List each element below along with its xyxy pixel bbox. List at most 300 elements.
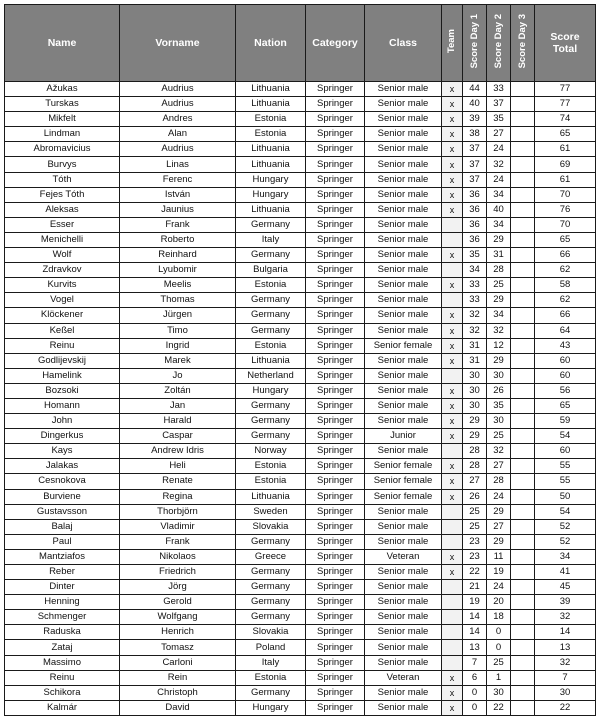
score-day-2-cell: 0 [487,625,511,640]
name-cell: Wolf [5,248,120,263]
nation-cell: Germany [236,595,306,610]
team-cell: x [442,112,463,127]
class-cell: Senior male [365,383,442,398]
table-row [5,217,596,232]
score-day-1-cell: 31 [463,338,487,353]
score-day-1-cell: 23 [463,549,487,564]
nation-cell: Sweden [236,504,306,519]
class-cell: Senior male [365,655,442,670]
score-total-cell: 32 [535,655,596,670]
vorname-cell: Frank [120,534,236,549]
name-cell: Reber [5,565,120,580]
nation-cell: Germany [236,217,306,232]
table-row [5,82,596,97]
name-cell: Jalakas [5,459,120,474]
vorname-cell: Jaunius [120,202,236,217]
score-day-1-cell: 26 [463,489,487,504]
table-row [5,187,596,202]
vorname-cell: Ingrid [120,338,236,353]
class-cell: Senior male [365,444,442,459]
class-cell: Senior male [365,172,442,187]
class-cell: Senior female [365,489,442,504]
class-cell: Senior male [365,368,442,383]
nation-cell: Estonia [236,670,306,685]
score-day-1-cell: 39 [463,112,487,127]
score-day-1-cell: 13 [463,640,487,655]
score-day-3-cell [511,263,535,278]
score-total-cell: 70 [535,217,596,232]
team-cell: x [442,248,463,263]
score-day-2-cell: 24 [487,172,511,187]
category-cell: Springer [306,187,365,202]
score-total-cell: 54 [535,504,596,519]
score-day-1-cell: 28 [463,444,487,459]
score-day-2-cell: 1 [487,670,511,685]
class-cell: Senior male [365,323,442,338]
nation-cell: Germany [236,323,306,338]
score-day-3-cell [511,187,535,202]
category-cell: Springer [306,685,365,700]
vorname-cell: Ferenc [120,172,236,187]
score-total-cell: 65 [535,232,596,247]
vorname-cell: Carloni [120,655,236,670]
name-cell: Godlijevskij [5,353,120,368]
class-cell: Senior male [365,157,442,172]
nation-cell: Lithuania [236,142,306,157]
score-day-2-cell: 30 [487,414,511,429]
score-day-1-cell: 37 [463,172,487,187]
team-cell: x [442,157,463,172]
col-header-score-day-1 [463,5,487,82]
score-total-cell: 7 [535,670,596,685]
score-day-2-cell: 24 [487,580,511,595]
name-cell: Reinu [5,338,120,353]
vorname-cell: Audrius [120,142,236,157]
score-day-1-cell: 29 [463,429,487,444]
vorname-cell: Meelis [120,278,236,293]
class-cell: Senior male [365,248,442,263]
nation-cell: Italy [236,232,306,247]
score-day-3-cell [511,97,535,112]
score-total-cell: 52 [535,534,596,549]
name-cell: Bozsoki [5,383,120,398]
table-row [5,444,596,459]
col-header-score-day-3-label: Score Day 3 [516,14,528,69]
table-row [5,640,596,655]
score-day-3-cell [511,232,535,247]
category-cell: Springer [306,202,365,217]
name-cell: Aleksas [5,202,120,217]
team-cell [442,655,463,670]
class-cell: Senior female [365,474,442,489]
score-day-2-cell: 30 [487,685,511,700]
class-cell: Senior male [365,625,442,640]
team-cell: x [442,670,463,685]
category-cell: Springer [306,97,365,112]
table-row [5,625,596,640]
score-day-2-cell: 29 [487,353,511,368]
category-cell: Springer [306,338,365,353]
team-cell: x [442,323,463,338]
score-day-2-cell: 28 [487,263,511,278]
col-header-team [442,5,463,82]
col-header-class: Class [365,5,442,82]
score-day-3-cell [511,549,535,564]
score-day-1-cell: 44 [463,82,487,97]
table-row [5,700,596,715]
score-day-1-cell: 32 [463,323,487,338]
table-row [5,429,596,444]
name-cell: Henning [5,595,120,610]
score-day-3-cell [511,172,535,187]
col-header-score-day-2 [487,5,511,82]
class-cell: Senior male [365,308,442,323]
score-day-3-cell [511,157,535,172]
score-total-cell: 60 [535,444,596,459]
vorname-cell: Jürgen [120,308,236,323]
name-cell: Balaj [5,519,120,534]
score-total-cell: 58 [535,278,596,293]
team-cell [442,519,463,534]
name-cell: Vogel [5,293,120,308]
score-day-3-cell [511,248,535,263]
score-day-1-cell: 29 [463,414,487,429]
score-day-3-cell [511,565,535,580]
nation-cell: Germany [236,293,306,308]
name-cell: Mantziafos [5,549,120,564]
table-row [5,565,596,580]
vorname-cell: Friedrich [120,565,236,580]
nation-cell: Lithuania [236,353,306,368]
score-day-3-cell [511,398,535,413]
nation-cell: Germany [236,429,306,444]
table-row [5,263,596,278]
nation-cell: Slovakia [236,625,306,640]
team-cell: x [442,338,463,353]
score-day-2-cell: 20 [487,595,511,610]
score-day-1-cell: 7 [463,655,487,670]
vorname-cell: Thorbjörn [120,504,236,519]
class-cell: Senior male [365,640,442,655]
category-cell: Springer [306,474,365,489]
score-day-1-cell: 31 [463,353,487,368]
team-cell [442,534,463,549]
score-day-2-cell: 37 [487,97,511,112]
team-cell [442,580,463,595]
category-cell: Springer [306,565,365,580]
score-day-3-cell [511,534,535,549]
team-cell: x [442,414,463,429]
category-cell: Springer [306,157,365,172]
score-day-3-cell [511,655,535,670]
table-row [5,232,596,247]
team-cell: x [442,474,463,489]
score-day-3-cell [511,519,535,534]
score-day-2-cell: 29 [487,232,511,247]
score-day-3-cell [511,414,535,429]
class-cell: Senior male [365,127,442,142]
table-row [5,308,596,323]
results-table [4,4,596,716]
score-total-cell: 30 [535,685,596,700]
vorname-cell: Andrew Idris [120,444,236,459]
score-total-cell: 41 [535,565,596,580]
vorname-cell: Regina [120,489,236,504]
score-day-1-cell: 35 [463,248,487,263]
name-cell: Esser [5,217,120,232]
team-cell [442,504,463,519]
score-day-2-cell: 34 [487,187,511,202]
table-row [5,474,596,489]
score-total-cell: 13 [535,640,596,655]
nation-cell: Germany [236,414,306,429]
team-cell: x [442,685,463,700]
score-day-1-cell: 19 [463,595,487,610]
vorname-cell: Roberto [120,232,236,247]
score-day-3-cell [511,459,535,474]
score-day-3-cell [511,82,535,97]
score-day-1-cell: 32 [463,308,487,323]
name-cell: Menichelli [5,232,120,247]
class-cell: Senior male [365,353,442,368]
score-day-3-cell [511,595,535,610]
team-cell [442,217,463,232]
table-row [5,504,596,519]
score-day-2-cell: 27 [487,519,511,534]
category-cell: Springer [306,232,365,247]
category-cell: Springer [306,429,365,444]
category-cell: Springer [306,580,365,595]
team-cell: x [442,97,463,112]
nation-cell: Poland [236,640,306,655]
table-row [5,610,596,625]
category-cell: Springer [306,414,365,429]
table-row [5,595,596,610]
score-day-2-cell: 0 [487,640,511,655]
category-cell: Springer [306,625,365,640]
table-row [5,353,596,368]
score-total-cell: 77 [535,82,596,97]
score-day-2-cell: 28 [487,474,511,489]
name-cell: Klöckener [5,308,120,323]
score-day-2-cell: 18 [487,610,511,625]
team-cell: x [442,565,463,580]
name-cell: Zataj [5,640,120,655]
score-day-2-cell: 34 [487,217,511,232]
nation-cell: Estonia [236,474,306,489]
score-day-2-cell: 40 [487,202,511,217]
score-day-1-cell: 37 [463,142,487,157]
score-day-2-cell: 30 [487,368,511,383]
score-day-3-cell [511,489,535,504]
team-cell: x [442,459,463,474]
score-day-2-cell: 22 [487,700,511,715]
score-total-cell: 50 [535,489,596,504]
score-day-3-cell [511,127,535,142]
category-cell: Springer [306,368,365,383]
class-cell: Senior male [365,580,442,595]
score-day-3-cell [511,293,535,308]
col-header-team-label: Team [446,29,457,54]
vorname-cell: Audrius [120,97,236,112]
score-day-1-cell: 22 [463,565,487,580]
score-day-2-cell: 34 [487,308,511,323]
category-cell: Springer [306,308,365,323]
table-row [5,323,596,338]
category-cell: Springer [306,398,365,413]
class-cell: Senior male [365,700,442,715]
score-day-3-cell [511,504,535,519]
score-day-3-cell [511,308,535,323]
score-day-1-cell: 38 [463,127,487,142]
score-day-2-cell: 32 [487,444,511,459]
header-row [5,5,596,82]
class-cell: Senior male [365,217,442,232]
score-day-1-cell: 36 [463,232,487,247]
name-cell: Massimo [5,655,120,670]
score-total-cell: 60 [535,353,596,368]
score-day-1-cell: 28 [463,459,487,474]
col-header-score-day-2-label: Score Day 2 [492,14,504,69]
score-day-1-cell: 33 [463,293,487,308]
nation-cell: Germany [236,398,306,413]
category-cell: Springer [306,700,365,715]
score-day-1-cell: 34 [463,263,487,278]
team-cell: x [442,308,463,323]
table-row [5,519,596,534]
category-cell: Springer [306,323,365,338]
nation-cell: Lithuania [236,157,306,172]
team-cell [442,640,463,655]
team-cell: x [442,353,463,368]
col-header-nation: Nation [236,5,306,82]
team-cell: x [442,202,463,217]
vorname-cell: David [120,700,236,715]
vorname-cell: István [120,187,236,202]
vorname-cell: Marek [120,353,236,368]
score-day-2-cell: 32 [487,323,511,338]
category-cell: Springer [306,127,365,142]
score-total-cell: 43 [535,338,596,353]
class-cell: Senior male [365,278,442,293]
score-day-3-cell [511,685,535,700]
vorname-cell: Zoltán [120,383,236,398]
table-row [5,383,596,398]
score-total-cell: 77 [535,97,596,112]
score-day-2-cell: 35 [487,398,511,413]
score-day-2-cell: 24 [487,142,511,157]
score-total-cell: 39 [535,595,596,610]
category-cell: Springer [306,595,365,610]
team-cell [442,368,463,383]
score-total-cell: 45 [535,580,596,595]
score-total-cell: 70 [535,187,596,202]
class-cell: Senior male [365,187,442,202]
vorname-cell: Nikolaos [120,549,236,564]
score-day-1-cell: 14 [463,625,487,640]
team-cell: x [442,82,463,97]
class-cell: Senior male [365,398,442,413]
name-cell: Tóth [5,172,120,187]
table-row [5,670,596,685]
score-total-cell: 54 [535,429,596,444]
score-total-cell: 61 [535,172,596,187]
class-cell: Senior male [365,232,442,247]
score-day-1-cell: 33 [463,278,487,293]
name-cell: Reinu [5,670,120,685]
score-total-cell: 34 [535,549,596,564]
score-total-cell: 14 [535,625,596,640]
score-day-2-cell: 29 [487,534,511,549]
table-row [5,293,596,308]
name-cell: John [5,414,120,429]
col-header-name: Name [5,5,120,82]
score-total-cell: 32 [535,610,596,625]
name-cell: Fejes Tóth [5,187,120,202]
category-cell: Springer [306,217,365,232]
team-cell: x [442,278,463,293]
team-cell: x [442,398,463,413]
score-total-cell: 62 [535,263,596,278]
score-day-3-cell [511,142,535,157]
class-cell: Senior male [365,263,442,278]
class-cell: Veteran [365,670,442,685]
score-day-2-cell: 27 [487,459,511,474]
score-day-1-cell: 25 [463,504,487,519]
score-day-2-cell: 29 [487,504,511,519]
table-row [5,549,596,564]
vorname-cell: Jo [120,368,236,383]
score-day-2-cell: 24 [487,489,511,504]
nation-cell: Norway [236,444,306,459]
score-day-1-cell: 37 [463,157,487,172]
vorname-cell: Renate [120,474,236,489]
table-row [5,248,596,263]
class-cell: Senior male [365,504,442,519]
category-cell: Springer [306,610,365,625]
vorname-cell: Timo [120,323,236,338]
class-cell: Senior male [365,565,442,580]
vorname-cell: Heli [120,459,236,474]
score-day-2-cell: 25 [487,429,511,444]
score-total-cell: 64 [535,323,596,338]
category-cell: Springer [306,549,365,564]
category-cell: Springer [306,293,365,308]
table-row [5,685,596,700]
nation-cell: Germany [236,565,306,580]
category-cell: Springer [306,504,365,519]
category-cell: Springer [306,489,365,504]
class-cell: Senior male [365,519,442,534]
team-cell: x [442,549,463,564]
score-day-3-cell [511,368,535,383]
name-cell: Schikora [5,685,120,700]
category-cell: Springer [306,383,365,398]
category-cell: Springer [306,278,365,293]
vorname-cell: Audrius [120,82,236,97]
category-cell: Springer [306,112,365,127]
score-day-1-cell: 0 [463,685,487,700]
class-cell: Senior male [365,82,442,97]
nation-cell: Lithuania [236,489,306,504]
score-day-2-cell: 25 [487,655,511,670]
score-day-1-cell: 14 [463,610,487,625]
vorname-cell: Reinhard [120,248,236,263]
col-header-score-day-1-label: Score Day 1 [468,14,480,69]
nation-cell: Lithuania [236,97,306,112]
table-row [5,338,596,353]
score-day-1-cell: 25 [463,519,487,534]
